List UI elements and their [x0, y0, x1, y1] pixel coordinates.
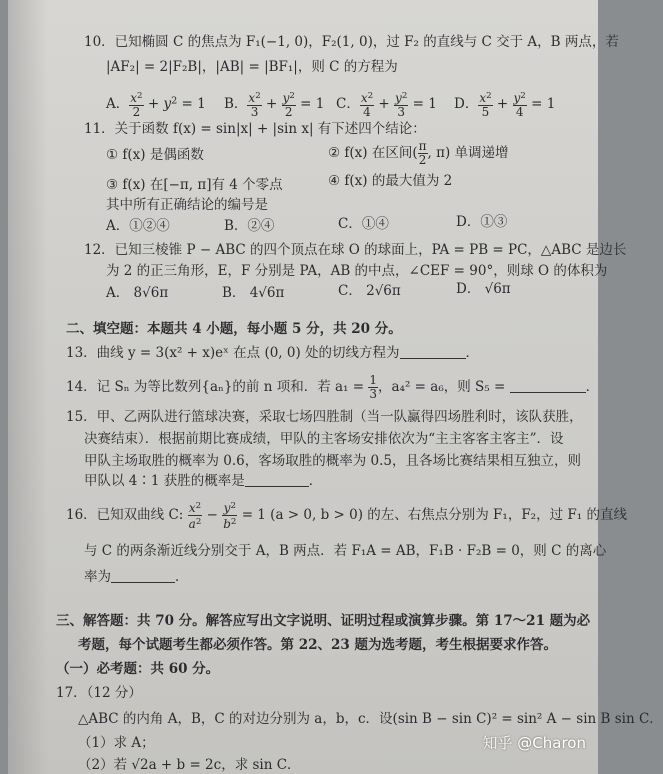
- q17-heading: 17．（12 分）: [56, 685, 142, 701]
- q15-line2: 决赛结束）．根据前期比赛成绩，甲队的主客场安排依次为“主主客客主客主”．设: [84, 431, 564, 447]
- q10-option-b: B． $\frac{x^2}{3}$ + $\frac{y^2}{2}$ = 1: [224, 90, 325, 119]
- q17-part2: （2）若 √2a + b = 2c，求 sin C．: [78, 757, 301, 773]
- q10-options: [106, 82, 576, 119]
- q11-conclusion-1: ① f(x) 是偶函数: [106, 147, 204, 163]
- q11-conclusion-4: ④ f(x) 的最大值为 2: [328, 173, 453, 189]
- q10-option-d: D． $\frac{x^2}{5}$ + $\frac{y^2}{4}$ = 1: [454, 90, 556, 119]
- q16-answer-blank: [111, 568, 175, 583]
- q16-line1: 16．已知双曲线 C: $\frac{x^2}{a^2}$ − $\frac{y^2}{b^2}$ = 1 (a > 0, b > 0) 的左、右焦点分别为 F₁，F₂，过 F₁ 的直线: [66, 500, 627, 531]
- q11-conclusion-3: ③ f(x) 在[−π, π]有 4 个零点: [106, 177, 283, 193]
- q10-line1: 10．已知椭圆 C 的焦点为 F₁(−1, 0)，F₂(1, 0)，过 F₂ 的直线与 C 交于 A，B 两点，若: [84, 34, 619, 50]
- q16-line3: 率为 ．: [84, 569, 189, 585]
- q10-option-a: A． $\frac{x^2}{2}$ + $y^2 = 1$: [106, 90, 206, 119]
- q17-part1: （1）求 A；: [78, 735, 155, 751]
- q15-line1: 15．甲、乙两队进行篮球决赛，采取七场四胜制（当一队赢得四场胜利时，该队获胜，: [66, 409, 583, 425]
- q12-option-c: C． 2√6π: [338, 283, 401, 299]
- q14: 14．记 Sₙ 为等比数列{aₙ}的前 n 项和．若 a₁ = $\frac{1}{3}$ ，a₄² = a₆，则 S₅ = ．: [66, 373, 600, 401]
- q13-answer-blank: [400, 344, 466, 359]
- q13: 13．曲线 y = 3(x² + x)eˣ 在点 (0, 0) 处的切线方程为 ．: [66, 345, 480, 361]
- page-shadow: [8, 0, 48, 774]
- q11-line4: 其中所有正确结论的编号是: [106, 197, 268, 213]
- q11-option-a: A．①②④: [106, 218, 170, 234]
- q15-line3: 甲队主场取胜的概率为 0.6，客场取胜的概率为 0.5，且各场比赛结果相互独立，则: [84, 453, 582, 469]
- q12-option-a: A． 8√6π: [106, 285, 169, 301]
- q10-line2: |AF₂| = 2|F₂B|，|AB| = |BF₁|，则 C 的方程为: [106, 59, 398, 75]
- q11-conclusion-2: ② f(x) 在区间( $\frac{\pi}{2}$ , π) 单调递增: [328, 139, 509, 167]
- q11-line1: 11．关于函数 f(x) = sin|x| + |sin x| 有下述四个结论：: [84, 121, 426, 137]
- section-3-heading: 三、解答题：共 70 分。解答应写出文字说明、证明过程或演算步骤。第 17～21 题为必: [56, 613, 591, 629]
- exam-paper: [8, 0, 663, 774]
- q12-line1: 12．已知三棱锥 P − ABC 的四个顶点在球 O 的球面上，PA = PB = PC，△ABC 是边长: [84, 242, 627, 258]
- q11-option-c: C．①④: [338, 216, 389, 232]
- q10-option-c: C． $\frac{x^2}{4}$ + $\frac{y^2}{3}$ = 1: [336, 90, 437, 119]
- q11-option-b: B．②④: [224, 218, 275, 234]
- q17-line1: △ABC 的内角 A，B，C 的对边分别为 a，b，c．设(sin B − sin C)² = sin² A − sin B sin C．: [78, 711, 663, 727]
- q14-answer-blank: [510, 378, 586, 393]
- section-3-line3: （一）必考题：共 60 分。: [56, 661, 220, 677]
- q11-option-d: D．①③: [456, 214, 508, 230]
- section-2-heading: 二、填空题：本题共 4 小题，每小题 5 分，共 20 分。: [66, 321, 402, 337]
- q12-line2: 为 2 的正三角形，E，F 分别是 PA，AB 的中点，∠CEF = 90°，则球 O 的体积为: [106, 263, 608, 279]
- section-3-line2: 考题，每个试题考生都必须作答。第 22、23 题为选考题，考生根据要求作答。: [78, 637, 557, 653]
- q15-line4: 甲队以 4∶1 获胜的概率是 ．: [84, 473, 323, 489]
- q15-answer-blank: [245, 472, 309, 487]
- q12-option-d: D． √6π: [456, 281, 511, 297]
- q16-line2: 与 C 的两条渐近线分别交于 A，B 两点．若 F₁A = AB，F₁B · F₂B = 0，则 C 的离心: [84, 543, 607, 559]
- q12-option-b: B． 4√6π: [222, 285, 285, 301]
- watermark: 知乎 @Charon: [482, 734, 586, 752]
